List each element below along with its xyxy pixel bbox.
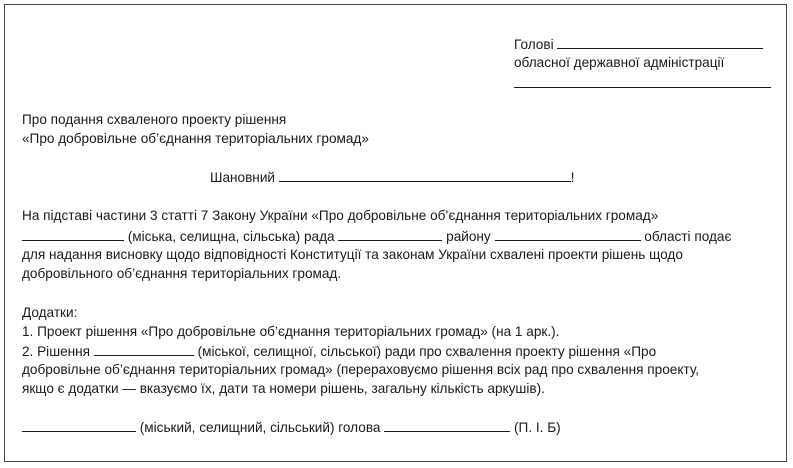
body-line-1: На підставі частини 3 статті 7 Закону України «Про добровільне об’єднання територіальних громад» bbox=[22, 208, 659, 223]
attachment-item-2-line-3: якщо є додатки — вказуємо їх, дати та номери рішень, загальну кількість аркушів). bbox=[22, 381, 545, 396]
body-district-label: району bbox=[446, 229, 491, 244]
attachment-item-2-line-2: добровільне об’єднання територіальних громад» (перераховуємо рішення всіх рад про схвалення проекту, bbox=[22, 362, 700, 377]
governor-name-blank bbox=[557, 35, 763, 49]
attachment-item-2-prefix: 2. Рішення bbox=[22, 344, 91, 359]
salutation-suffix: ! bbox=[570, 170, 575, 185]
body-line-4: добровільного об’єднання територіальних громад. bbox=[22, 266, 342, 281]
subject-line-1: Про подання схваленого проекту рішення bbox=[22, 112, 287, 127]
signature-blank bbox=[22, 418, 136, 432]
signature-initials: (П. І. Б) bbox=[514, 420, 561, 435]
full-name-blank bbox=[384, 418, 510, 432]
addressee-to-label: Голові bbox=[514, 37, 554, 52]
attachments-heading: Додатки: bbox=[22, 305, 78, 320]
salutation-name-blank bbox=[279, 168, 571, 182]
addressee-organization: обласної державної адміністрації bbox=[514, 55, 725, 70]
body-region-label: області подає bbox=[644, 229, 732, 244]
attachment-item-2-text: (міської, селищної, сільської) ради про схвалення проекту рішення «Про bbox=[197, 344, 657, 359]
attachment-item-2 bbox=[22, 342, 656, 361]
body-line-2 bbox=[22, 227, 731, 246]
signature-line bbox=[22, 418, 561, 437]
addressee-line-1 bbox=[514, 35, 763, 54]
subject-line-2: «Про добровільне об’єднання територіальних громад» bbox=[22, 131, 369, 146]
salutation bbox=[210, 168, 575, 187]
body-line-3: для надання висновку щодо відповідності Конституції та законам України схвалені проекти рішень щодо bbox=[22, 247, 683, 262]
community-name-blank bbox=[22, 227, 124, 241]
council-name-blank bbox=[94, 342, 194, 356]
district-name-blank bbox=[338, 227, 442, 241]
body-council-type: (міська, селищна, сільська) рада bbox=[127, 229, 335, 244]
region-name-blank bbox=[495, 227, 641, 241]
attachment-item-1: 1. Проект рішення «Про добровільне об’єднання територіальних громад» (на 1 арк.). bbox=[22, 324, 560, 339]
signature-role: (міський, селищний, сільський) голова bbox=[139, 420, 381, 435]
salutation-prefix: Шановний bbox=[210, 170, 276, 185]
addressee-extra-blank bbox=[514, 87, 771, 88]
